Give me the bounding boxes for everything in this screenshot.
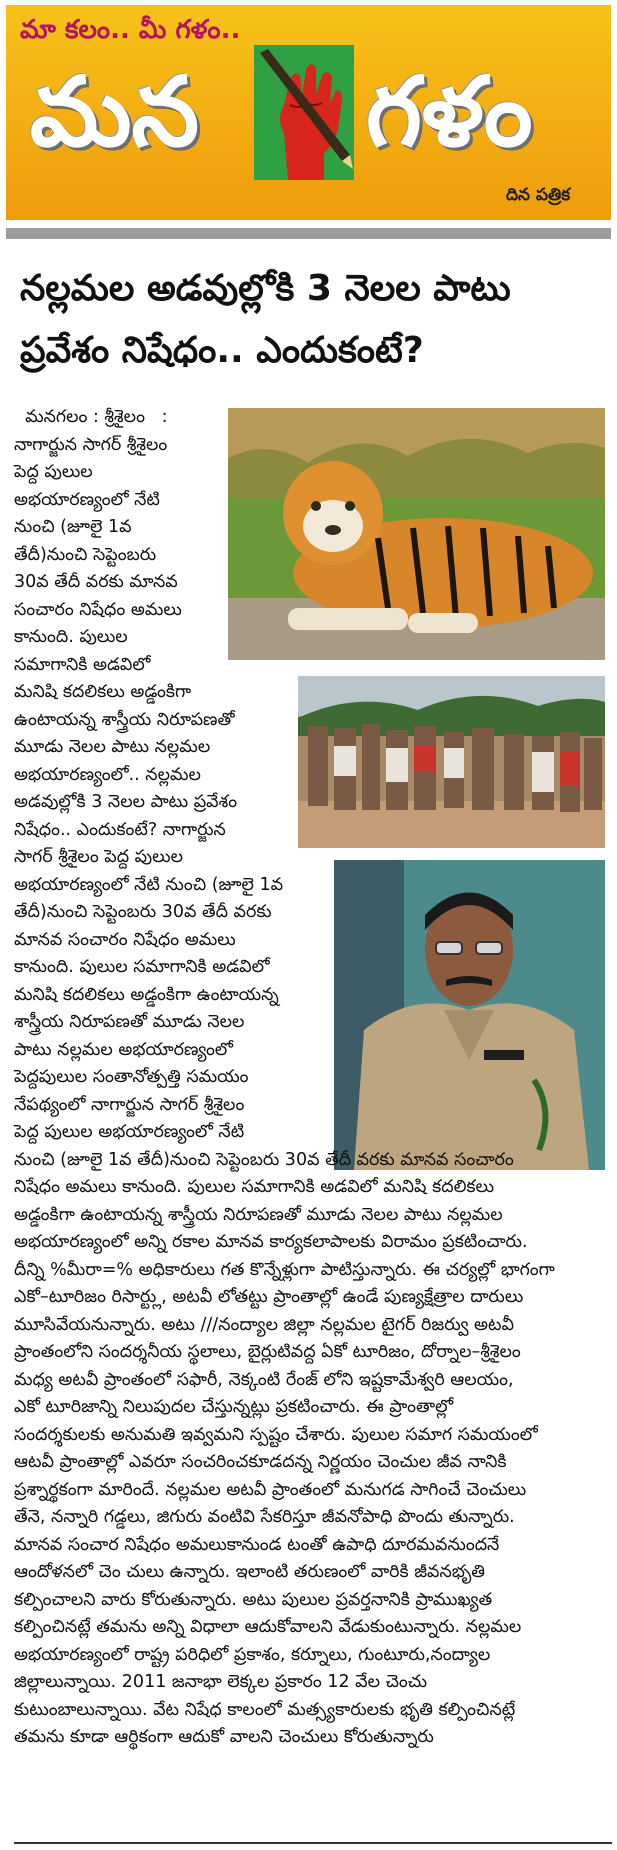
headline-line: నల్లమల అడవుల్లోకి 3 నెలల పాటు xyxy=(20,268,511,309)
article-line: తేదీ)నుంచి సెప్టెంబరు xyxy=(14,544,157,565)
article-line: కానుంది. పులుల సమాగానికి అడవిలో xyxy=(14,957,270,977)
article-line: ఆందోళనలో చెం చులు ఉన్నారు. ఇలాంటి తరుణంలో వారికి జీవనభృతి xyxy=(14,1562,485,1582)
article-line: తేనె, నన్నారి గడ్డలు, జిగురు వంటివి సేకరిస్తూ జీవనోపాధి పొందు తున్నారు. xyxy=(14,1507,515,1527)
article-line: తేదీ)నుంచి సెప్టెంబరు 30వ తేదీ వరకు xyxy=(14,902,272,922)
article-line: అడ్డంకిగా ఉంటాయన్న శాస్త్రీయ నిరూపణతో మూడు నెలల పాటు నల్లమల xyxy=(14,1204,503,1225)
masthead xyxy=(6,5,611,220)
article-line: అడవుల్లోకి 3 నెలల పాటు ప్రవేశం xyxy=(14,792,238,812)
article-line: ప్రశ్నార్థకంగా మారిందే. నల్లమల అటవీ ప్రాంతంలో మనుగడ సాగించే చెంచులు xyxy=(14,1479,527,1500)
masthead-edition-label: దిన పత్రిక xyxy=(506,185,571,205)
article-line: 30వ తేదీ వరకు మానవ xyxy=(14,572,178,592)
article-body xyxy=(14,404,612,1752)
article-line: అభయారణ్యంలో అన్ని రకాల మానవ కార్యకలాపాలకు విరామం ప్రకటించారు. xyxy=(14,1232,528,1252)
article-line: కల్పించాలని వారు కోరుతున్నారు. అటు పులుల ప్రవర్తనానికి ప్రాముఖ్యత xyxy=(14,1589,493,1610)
article-line: సంచారం నిషేధం అమలు xyxy=(14,599,182,620)
article-line: తమను కూడా ఆర్థికంగా ఆదుకో వాలని చెంచులు కోరుతున్నారు xyxy=(14,1727,434,1747)
article-line: కానుంది. పులుల xyxy=(14,627,128,647)
article-line: అభయారణ్యంలో.. నల్లమల xyxy=(14,764,201,785)
masthead-title-part1: మన xyxy=(30,56,199,168)
headline-line: ప్రవేశం నిషేధం.. ఎందుకంటే? xyxy=(20,330,424,371)
article-line: మధ్య అటవీ ప్రాంతంలో సఫారీ, నెక్కంటి రేంజ్ లోని ఇష్టకామేశ్వరి ఆలయం, xyxy=(14,1369,514,1390)
article-line: మూడు నెలల పాటు నల్లమల xyxy=(14,737,211,757)
article-line: మనగలం : శ్రీశైలం : xyxy=(14,407,168,427)
article-line: నుంచి (జూలై 1వ తేదీ)నుంచి సెప్టెంబరు 30వ తేదీ వరకు మానవ సంచారం xyxy=(14,1149,514,1170)
footer-divider xyxy=(14,1842,612,1844)
article-line: పెద్ద పులుల అభయారణ్యంలో నేటి xyxy=(14,1122,245,1142)
article-line: ఎకో–టూరిజం రిసార్ట్లు, అటవీ లోతట్టు ప్రాంతాల్లో ఉండే పుణ్యక్షేత్రాల దారులు xyxy=(14,1287,524,1307)
article-line: మానవ సంచార నిషేధం అమలుకానుండ టంతో ఉపాధి దూరమవనుందనే xyxy=(14,1534,500,1555)
article-line: ఉంటాయన్న శాస్త్రీయ నిరూపణతో xyxy=(14,709,235,730)
article-line: అభయారణ్యంలో నేటి xyxy=(14,489,160,510)
article-line: నేపథ్యంలో నాగార్జున సాగర్ శ్రీశైలం xyxy=(14,1094,245,1115)
article-line: ఎకో టూరిజాన్ని నిలుపుదల చేస్తున్నట్లు ప్రకటించారు. ఈ ప్రాంతాల్లో xyxy=(14,1397,454,1417)
masthead-divider xyxy=(6,228,611,239)
article-line: ఆటవీ ప్రాంతాల్లో ఎవరూ సంచరించకూడదన్న నిర్ణయం చెంచుల జీవ నానికి xyxy=(14,1452,507,1472)
article-line: కుటుంబాలున్నాయి. వేట నిషేధ కాలంలో మత్స్యకారులకు భృతి కల్పించినట్లే xyxy=(14,1699,516,1720)
article-headline xyxy=(20,258,610,382)
article-line: సమాగానికి అడవిలో xyxy=(14,654,151,675)
article-line: నిషేధం.. ఎందుకంటే? నాగార్జున xyxy=(14,819,226,840)
raised-fist-pen-logo-icon xyxy=(254,45,354,180)
article-line: జిల్లాలున్నాయి. 2011 జనాభా లెక్కల ప్రకారం 12 వేల చెంచు xyxy=(14,1672,428,1692)
article-line: అభయారణ్యంలో నేటి నుంచి (జూలై 1వ xyxy=(14,874,284,895)
article-line: మనిషి కదలికలు అడ్డంకిగా xyxy=(14,682,192,702)
article-line: సందర్శకులకు అనుమతి ఇవ్వమని స్పష్టం చేశారు. పులుల సమాగ సమయంలో xyxy=(14,1424,538,1445)
article-line: సాగర్ శ్రీశైలం పెద్ద పులుల xyxy=(14,847,183,867)
article-line: మనిషి కదలికలు అడ్డంకిగా ఉంటాయన్న xyxy=(14,984,279,1005)
article-line: పాటు నల్లమల అభయారణ్యంలో xyxy=(14,1039,233,1060)
article-line: ప్రాంతంలోని సందర్శనీయ స్థలాలు, బైర్లుటివద్ద ఏకో టూరిజం, దోర్నాల–శ్రీశైలం xyxy=(14,1342,521,1362)
masthead-tagline: మా కలం.. మీ గళం.. xyxy=(20,15,241,45)
article-line: నాగార్జున సాగర్ శ్రీశైలం xyxy=(14,434,168,455)
article-line: పెద్ద పులుల xyxy=(14,462,93,482)
article-line: అభయారణ్యంలో రాష్ట్ర పరిధిలో ప్రకాశం, కర్నూలు, గుంటూరు,నంద్యాల xyxy=(14,1644,491,1665)
article-line: కల్పించినట్లే తమను అన్ని విధాలా ఆదుకోవాలని వేడుకుంటున్నారు. నల్లమల xyxy=(14,1617,522,1637)
masthead-title-part2: గళం xyxy=(366,56,533,168)
article-line: దీన్ని %మీరా=% అధికారులు గత కొన్నేళ్లుగా పాటిస్తున్నారు. ఈ చర్యల్లో భాగంగా xyxy=(14,1259,555,1280)
article-line: నిషేధం అమలు కానుంది. పులుల సమాగానికి అడవిలో మనిషి కదలికలు xyxy=(14,1177,495,1197)
article-line: మూసివేయనున్నారు. అటు ///నంద్యాల జిల్లా నల్లమల టైగర్ రిజర్వు అటవీ xyxy=(14,1314,514,1335)
article-line: నుంచి (జూలై 1వ xyxy=(14,517,132,537)
article-line: శాస్త్రీయ నిరూపణతో మూడు నెలల xyxy=(14,1012,245,1032)
article-line: మానవ సంచారం నిషేధం అమలు xyxy=(14,929,236,950)
article-line: పెద్దపులుల సంతానోత్పత్తి సమయం xyxy=(14,1067,249,1087)
